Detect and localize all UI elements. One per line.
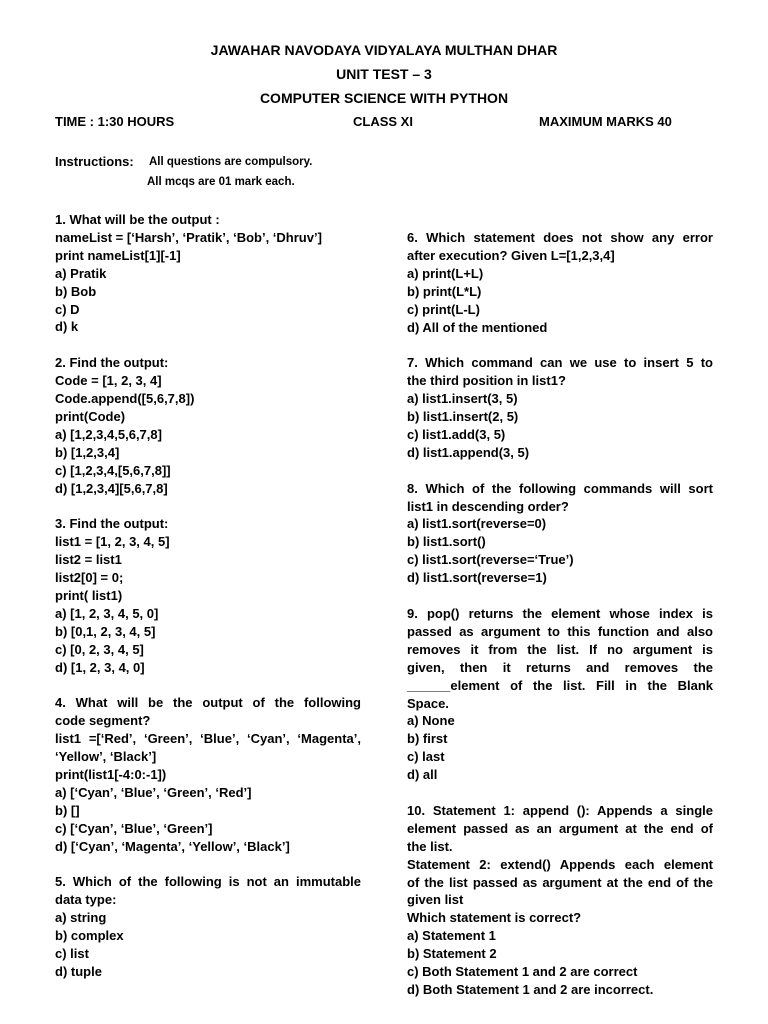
question-4 — [55, 694, 361, 855]
right-column — [407, 229, 713, 999]
option-b: b) [] — [55, 802, 80, 818]
question-8 — [407, 480, 713, 587]
question-text: given list — [407, 892, 464, 908]
option-d: d) list1.sort(reverse=1) — [407, 570, 547, 586]
question-text: 10. Statement 1: append (): Appends a single — [407, 802, 713, 818]
option-b: b) Statement 2 — [407, 946, 497, 962]
option-c: c) D — [55, 301, 80, 317]
option-a: a) list1.insert(3, 5) — [407, 391, 518, 407]
question-text: data type: — [55, 892, 117, 908]
option-d: d) [1,2,3,4][5,6,7,8] — [55, 480, 168, 496]
question-code: list2[0] = 0; — [55, 570, 124, 586]
option-a: a) list1.sort(reverse=0) — [407, 516, 547, 532]
question-5 — [55, 873, 361, 980]
option-c: c) [0, 2, 3, 4, 5] — [55, 641, 144, 657]
option-c: c) Both Statement 1 and 2 are correct — [407, 964, 638, 980]
question-7 — [407, 354, 713, 461]
question-text: 4. What will be the output of the following — [55, 695, 361, 711]
option-c: c) last — [407, 749, 445, 765]
question-text: Which statement is correct? — [407, 910, 582, 926]
option-b: b) list1.sort() — [407, 534, 486, 550]
option-b: b) complex — [55, 928, 124, 944]
question-code: nameList = [‘Harsh’, ‘Pratik’, ‘Bob’, ‘Dhruv’] — [55, 229, 322, 245]
question-text: removes it from the list. If no argument is — [407, 641, 713, 657]
question-1 — [55, 211, 361, 336]
option-d: d) tuple — [55, 964, 102, 979]
option-d: d) [‘Cyan’, ‘Magenta’, ‘Yellow’, ‘Black’] — [55, 838, 290, 854]
question-code: print nameList[1][-1] — [55, 247, 181, 263]
option-b: b) list1.insert(2, 5) — [407, 409, 519, 425]
class-label: CLASS XI — [353, 114, 413, 129]
question-text: list1 in descending order? — [407, 498, 569, 514]
question-code: ‘Yellow’, ‘Black’] — [55, 749, 157, 765]
question-3 — [55, 515, 361, 676]
question-text: 2. Find the output: — [55, 355, 169, 371]
question-text: 6. Which statement does not show any error — [407, 230, 713, 245]
question-text: 9. pop() returns the element whose index is — [407, 605, 713, 621]
question-6 — [407, 229, 713, 336]
left-column — [55, 211, 361, 981]
question-text: after execution? Given L=[1,2,3,4] — [407, 247, 615, 263]
question-text: the list. — [407, 838, 453, 854]
question-code: list1 = [1, 2, 3, 4, 5] — [55, 534, 170, 550]
question-code: list1 =[‘Red’, ‘Green’, ‘Blue’, ‘Cyan’, ‘Magenta’, — [55, 731, 361, 747]
instruction-line-2: All mcqs are 01 mark each. — [147, 176, 295, 188]
question-code: list2 = list1 — [55, 552, 122, 568]
question-text: Space. — [407, 695, 449, 711]
option-a: a) None — [407, 713, 455, 729]
question-text: passed as argument to this function and also — [407, 623, 713, 639]
option-d: d) Both Statement 1 and 2 are incorrect. — [407, 982, 654, 997]
question-9 — [407, 605, 713, 784]
question-text: 7. Which command can we use to insert 5 to — [407, 355, 713, 371]
question-text: 1. What will be the output : — [55, 212, 220, 227]
option-c: c) [1,2,3,4,[5,6,7,8]] — [55, 462, 171, 478]
subject-title: COMPUTER SCIENCE WITH PYTHON — [259, 90, 509, 106]
question-code: print(list1[-4:0:-1]) — [55, 767, 167, 783]
option-a: a) string — [55, 910, 107, 926]
option-c: c) list1.add(3, 5) — [407, 426, 506, 442]
option-c: c) print(L-L) — [407, 301, 480, 317]
option-a: a) [1, 2, 3, 4, 5, 0] — [55, 605, 159, 621]
option-c: c) list — [55, 946, 89, 962]
option-b: b) [1,2,3,4] — [55, 444, 120, 460]
option-b: b) first — [407, 731, 448, 747]
question-text: code segment? — [55, 713, 151, 729]
option-d: d) All of the mentioned — [407, 319, 548, 335]
option-d: d) all — [407, 767, 438, 783]
option-b: b) Bob — [55, 283, 97, 299]
question-text: element passed as an argument at the end of — [407, 820, 713, 836]
option-b: b) [0,1, 2, 3, 4, 5] — [55, 623, 156, 639]
question-10 — [407, 802, 713, 999]
school-name: JAWAHAR NAVODAYA VIDYALAYA MULTHAN DHAR — [210, 42, 558, 58]
question-2 — [55, 354, 361, 497]
question-text: of the list passed as argument at the end of the — [407, 874, 713, 890]
option-a: a) Pratik — [55, 265, 107, 281]
option-d: d) list1.append(3, 5) — [407, 444, 530, 460]
option-d: d) [1, 2, 3, 4, 0] — [55, 659, 145, 675]
question-text: 8. Which of the following commands will sort — [407, 480, 713, 496]
question-text: 5. Which of the following is not an immutable — [55, 874, 361, 890]
question-text: Statement 2: extend() Appends each element — [407, 856, 713, 872]
test-title: UNIT TEST – 3 — [336, 66, 432, 82]
question-text: 3. Find the output: — [55, 516, 169, 532]
question-code: Code.append([5,6,7,8]) — [55, 391, 195, 407]
question-text: given, then it returns and removes the — [407, 659, 713, 675]
max-marks-label: MAXIMUM MARKS 40 — [539, 114, 672, 129]
question-code: print(Code) — [55, 408, 126, 424]
question-text: the third position in list1? — [407, 373, 566, 389]
option-a: a) [1,2,3,4,5,6,7,8] — [55, 426, 162, 442]
question-code: print( list1) — [55, 588, 123, 603]
question-code: Code = [1, 2, 3, 4] — [55, 373, 162, 389]
question-text: ______element of the list. Fill in the Blank — [407, 677, 713, 693]
option-b: b) print(L*L) — [407, 283, 482, 299]
instructions-label: Instructions: — [55, 154, 134, 169]
option-a: a) print(L+L) — [407, 265, 484, 281]
option-a: a) Statement 1 — [407, 928, 496, 944]
option-c: c) [‘Cyan’, ‘Blue’, ‘Green’] — [55, 820, 213, 836]
option-d: d) k — [55, 319, 79, 335]
option-a: a) [‘Cyan’, ‘Blue’, ‘Green’, ‘Red’] — [55, 784, 252, 800]
option-c: c) list1.sort(reverse=‘True’) — [407, 552, 574, 568]
instruction-line-1: All questions are compulsory. — [149, 156, 313, 168]
time-label: TIME : 1:30 HOURS — [55, 114, 175, 129]
